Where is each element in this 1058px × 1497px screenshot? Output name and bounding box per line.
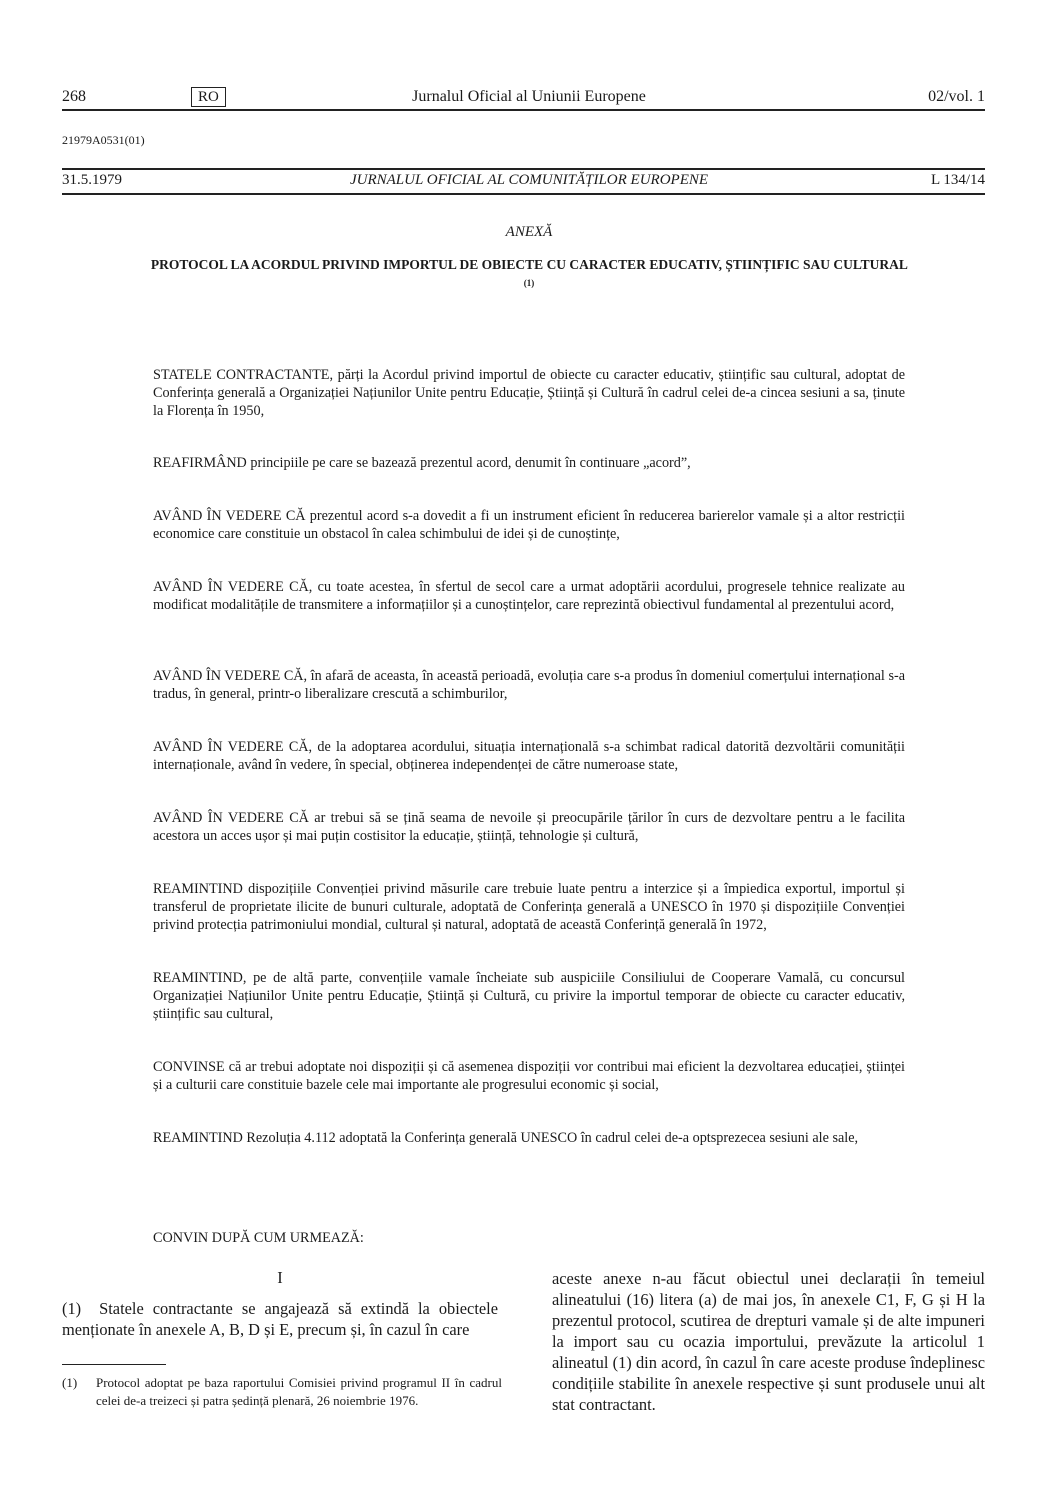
preamble-paragraph: AVÂND ÎN VEDERE CĂ ar trebui să se țină seama de nevoile și preocupările țărilor în curs de dezvoltare pentru a le facilita acestora un acces ușor și mai puțin costisitor la educație, știință, tehnologie și cultură, bbox=[153, 810, 905, 844]
right-column-text: aceste anexe n-au făcut obiectul unei declarații în temeiul alineatului (16) litera (a) de mai jos, în anexele C1, F, G și H la prezentul protocol, scutirea de drepturi vamale și de alte impuneri la import sau cu ocazia importului, prevăzute la articolul 1 alineatul (1) din acord, în cazul în care aceste produse îndeplinesc condițiile stabilite în anexele respective și sunt produsele unui alt stat contractant. bbox=[552, 1269, 985, 1414]
preamble-paragraph: AVÂND ÎN VEDERE CĂ, de la adoptarea acordului, situația internațională s-a schimbat radical datorită dezvoltării comunității internaționale, având în vedere, în special, obținerea independenței de către numeroase state, bbox=[153, 739, 905, 773]
preamble-paragraph: CONVINSE că ar trebui adoptate noi dispoziții și că asemenea dispoziții vor contribui mai eficient la dezvoltarea educației, științei și a culturii care constituie bazele cele mai importante ale progresului economic și social, bbox=[153, 1059, 905, 1093]
preamble-paragraph: AVÂND ÎN VEDERE CĂ, în afară de aceasta, în această perioadă, evoluția care s-a produs în domeniul comerțului internațional s-a tradus, în general, printr-o liberalizare crescută a schimburilor, bbox=[153, 668, 905, 702]
title-text: PROTOCOL LA ACORDUL PRIVIND IMPORTUL DE OBIECTE CU CARACTER EDUCATIV, ȘTIINȚIFIC SAU CULTURAL bbox=[150, 257, 908, 272]
preamble-paragraph: AVÂND ÎN VEDERE CĂ, cu toate acestea, în sfertul de secol care a urmat adoptării acordului, progresele tehnice realizate au modificat modalitățile de transmitere a informațiilor și a cunoștințelor, care reprezintă obiectivul fundamental al prezentului acord, bbox=[153, 579, 905, 613]
document-id: 21979A0531(01) bbox=[62, 133, 145, 147]
journal-reference: L 134/14 bbox=[930, 172, 985, 188]
publication-date: 31.5.1979 bbox=[62, 172, 122, 188]
agreement-heading: CONVIN DUPĂ CUM URMEAZĂ: bbox=[153, 1230, 364, 1246]
footnote bbox=[62, 1374, 502, 1410]
preamble-paragraph: REAMINTIND dispozițiile Convenției privind măsurile care trebuie luate pentru a interzice și a împiedica exportul, importul și transferul de proprietate ilicite de bunuri culturale, adoptată de Conferința generală a UNESCO în 1970 și dispozițiile Convenției privind protecția patrimoniului mondial, cultural și natural, adoptată de această Conferință generală în 1972, bbox=[153, 881, 905, 933]
footnote-marker: (1) bbox=[62, 1375, 78, 1390]
original-header-rule-top bbox=[62, 168, 985, 170]
preamble-paragraph: STATELE CONTRACTANTE, părți la Acordul privind importul de obiecte cu caracter educativ, științific sau cultural, adoptat de Conferința generală a Organizației Națiunilor Unite pentru Educație, Știință și Cultură în cadrul celei de-a cincea sesiuni a sa, ținute la Florența în 1950, bbox=[153, 367, 905, 419]
section-number: I bbox=[277, 1268, 283, 1287]
footnote-rule bbox=[62, 1364, 166, 1365]
page-number: 268 bbox=[62, 88, 86, 105]
preamble-paragraph: REAMINTIND Rezoluția 4.112 adoptată la Conferința generală UNESCO în cadrul celei de-a optsprezecea sesiuni ale sale, bbox=[153, 1130, 859, 1146]
document-title bbox=[150, 256, 908, 297]
original-journal-title: JURNALUL OFICIAL AL COMUNITĂȚILOR EUROPENE bbox=[349, 172, 709, 188]
volume: 02/vol. 1 bbox=[928, 88, 985, 105]
preamble-paragraph: REAFIRMÂND principiile pe care se bazează prezentul acord, denumit în continuare „acord”, bbox=[153, 455, 691, 471]
annex-label: ANEXĂ bbox=[505, 224, 553, 240]
journal-title: Jurnalul Oficial al Uniunii Europene bbox=[412, 88, 646, 105]
preamble-paragraph: REAMINTIND, pe de altă parte, convențiile vamale încheiate sub auspiciile Consiliului de Cooperare Vamală, cu concursul Organizației Națiunilor Unite pentru Educație, Știință și Cultură, cu privire la importul temporar de obiecte cu caracter educativ, științific sau cultural, bbox=[153, 970, 905, 1022]
header-rule bbox=[62, 109, 985, 111]
title-footnote-ref[interactable]: (1) bbox=[523, 278, 535, 288]
original-header-rule-bottom bbox=[62, 193, 985, 195]
footnote-text: Protocol adoptat pe baza raportului Comisiei privind programul II în cadrul celei de-a treizeci și patra ședință plenară, 26 noiembrie 1976. bbox=[96, 1375, 502, 1408]
preamble-paragraph: AVÂND ÎN VEDERE CĂ prezentul acord s-a dovedit a fi un instrument eficient în reducerea barierelor vamale și a altor restricții economice care constituie un obstacol în calea schimbului de idei și de cunoștințe, bbox=[153, 508, 905, 542]
left-column-text: (1) Statele contractante se angajează să extindă la obiectele menționate în anexele A, B, D și E, precum și, în cazul în care bbox=[62, 1299, 503, 1339]
language-badge: RO bbox=[191, 87, 226, 107]
